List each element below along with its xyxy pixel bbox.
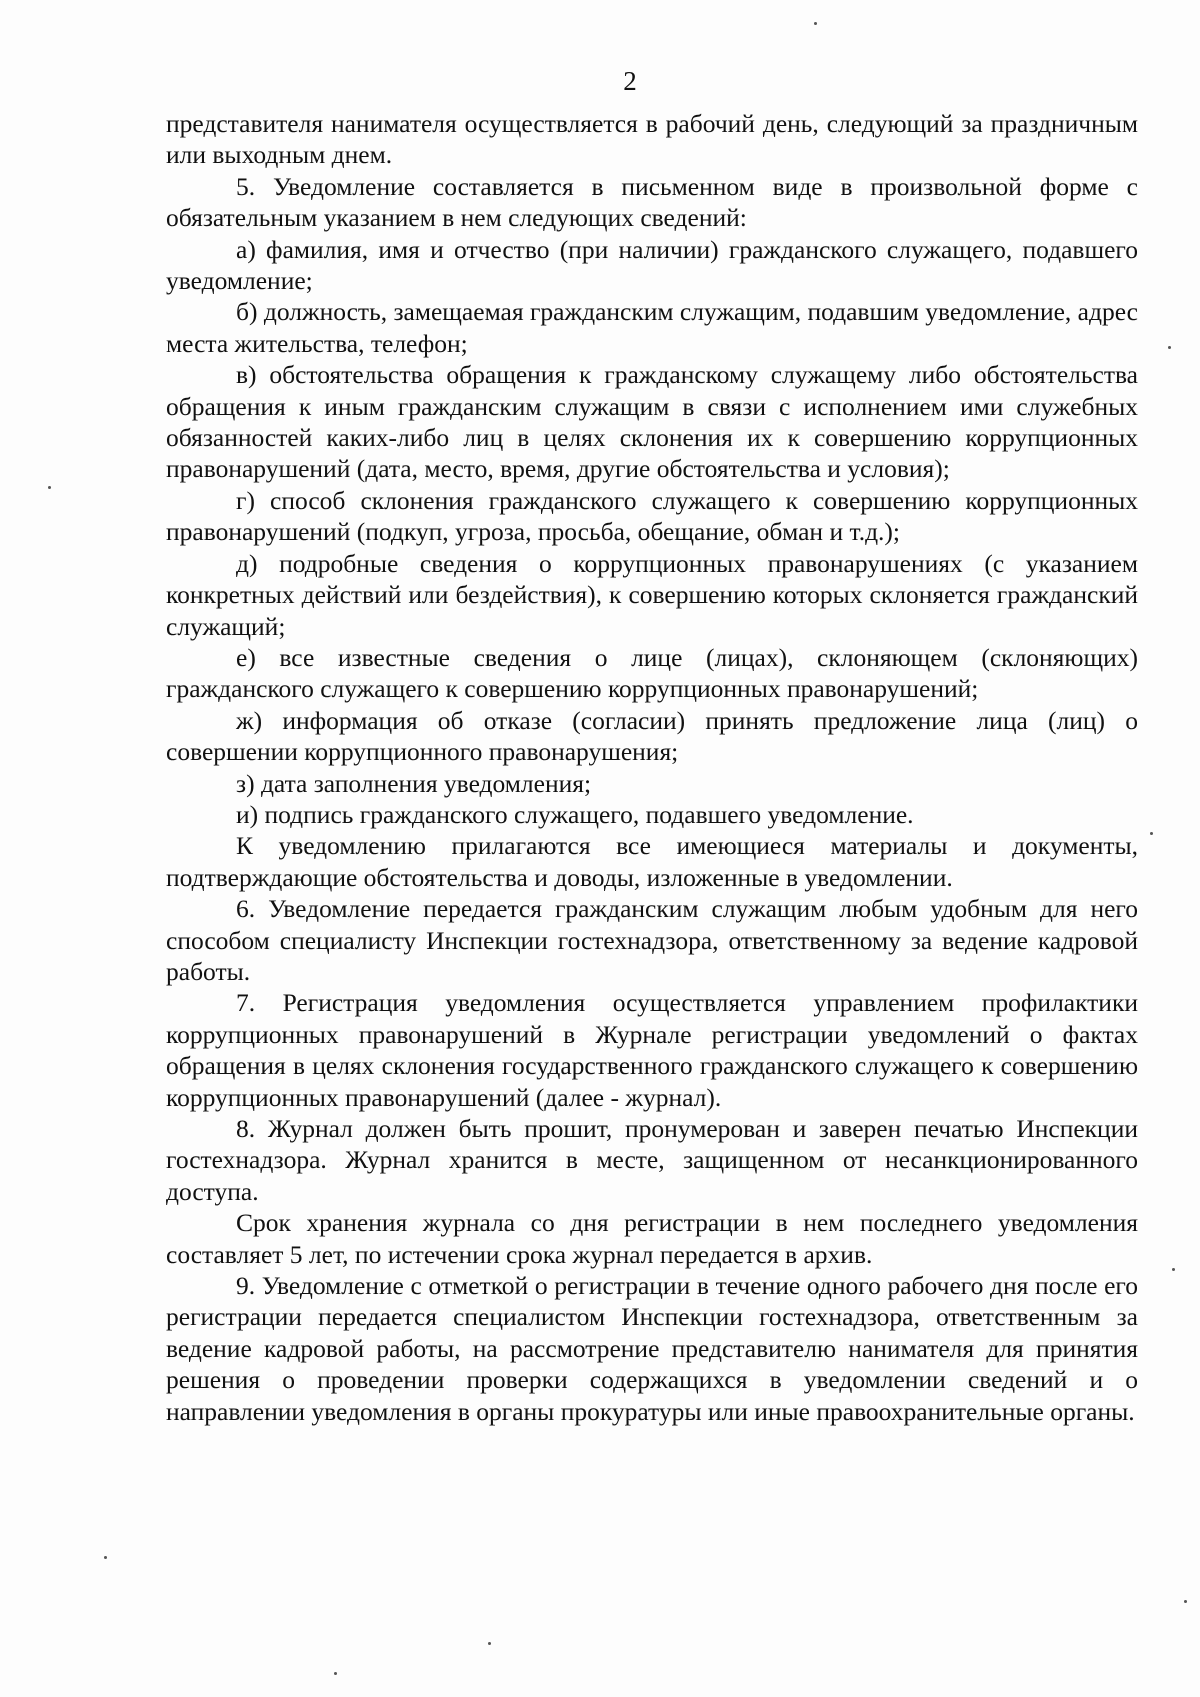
- scan-speck: [1184, 1600, 1187, 1603]
- scan-speck: [104, 1556, 107, 1559]
- scan-speck: [814, 22, 817, 25]
- paragraph-subitem-g: г) способ склонения гражданского служащего к совершению коррупционных правонарушений (подкуп, угроза, просьба, обещание, обман и т.д.);: [166, 485, 1138, 547]
- paragraph-item-5: 5. Уведомление составляется в письменном виде в произвольной форме с обязательным указанием в нем следующих сведений:: [166, 171, 1138, 233]
- scan-speck: [1150, 832, 1153, 835]
- page-number: 2: [623, 66, 637, 96]
- paragraph-subitem-v: в) обстоятельства обращения к гражданскому служащему либо обстоятельства обращения к иным гражданским служащим в связи с исполнением ими служебных обязанностей каких-либо лиц в целях склонения их к совершению коррупционных правонарушений (дата, место, время, другие обстоятельства и условия);: [166, 360, 1138, 484]
- paragraph-subitem-b: б) должность, замещаемая гражданским служащим, подавшим уведомление, адрес места жительства, телефон;: [166, 297, 1138, 358]
- paragraph-subitem-d: д) подробные сведения о коррупционных правонарушениях (с указанием конкретных действий или бездействия), к совершению которых склоняется гражданский служащий;: [166, 548, 1138, 641]
- paragraph-item-9: 9. Уведомление с отметкой о регистрации в течение одного рабочего дня после его регистрации передается специалистом Инспекции гостехнадзора, ответственным за ведение кадровой работы, на рассмотрение представителю нанимателя для принятия решения о проведении проверки содержащихся в уведомлении сведений и о направлении уведомления в органы прокуратуры или иные правоохранительные органы.: [166, 1271, 1138, 1426]
- paragraph-storage-term: Срок хранения журнала со дня регистрации в нем последнего уведомления составляет 5 лет, по истечении срока журнал передается в архив.: [166, 1208, 1138, 1269]
- scan-speck: [1168, 346, 1171, 349]
- paragraph-item-6: 6. Уведомление передается гражданским служащим любым удобным для него способом специалисту Инспекции гостехнадзора, ответственному за ведение кадровой работы.: [166, 894, 1138, 986]
- paragraph-item-7: 7. Регистрация уведомления осуществляется управлением профилактики коррупционных правонарушений в Журнале регистрации уведомлений о фактах обращения в целях склонения государственного гражданского служащего к совершению коррупционных правонарушений (далее - журнал).: [166, 988, 1138, 1112]
- paragraph-continuation: представителя нанимателя осуществляется в рабочий день, следующий за праздничным или выходным днем.: [166, 109, 1138, 170]
- paragraph-subitem-i: и) подпись гражданского служащего, подавшего уведомление.: [236, 799, 914, 829]
- paragraph-item-8: 8. Журнал должен быть прошит, пронумерован и заверен печатью Инспекции гостехнадзора. Журнал хранится в месте, защищенном от несанкционированного доступа.: [166, 1114, 1138, 1206]
- paragraph-attachments: К уведомлению прилагаются все имеющиеся материалы и документы, подтверждающие обстоятельства и доводы, изложенные в уведомлении.: [166, 831, 1138, 892]
- paragraph-subitem-zh: ж) информация об отказе (согласии) принять предложение лица (лиц) о совершении коррупционного правонарушения;: [166, 705, 1138, 767]
- scan-speck: [1172, 1268, 1175, 1271]
- paragraph-subitem-e: е) все известные сведения о лице (лицах), склоняющем (склоняющих) гражданского служащего к совершению коррупционных правонарушений;: [166, 642, 1138, 704]
- document-body: [166, 108, 1138, 1427]
- paragraph-subitem-z: з) дата заполнения уведомления;: [236, 768, 592, 798]
- scan-speck: [48, 486, 51, 489]
- paragraph-subitem-a: а) фамилия, имя и отчество (при наличии) гражданского служащего, подавшего уведомление;: [166, 234, 1138, 296]
- scan-speck: [488, 1642, 491, 1645]
- scan-speck: [334, 1672, 337, 1675]
